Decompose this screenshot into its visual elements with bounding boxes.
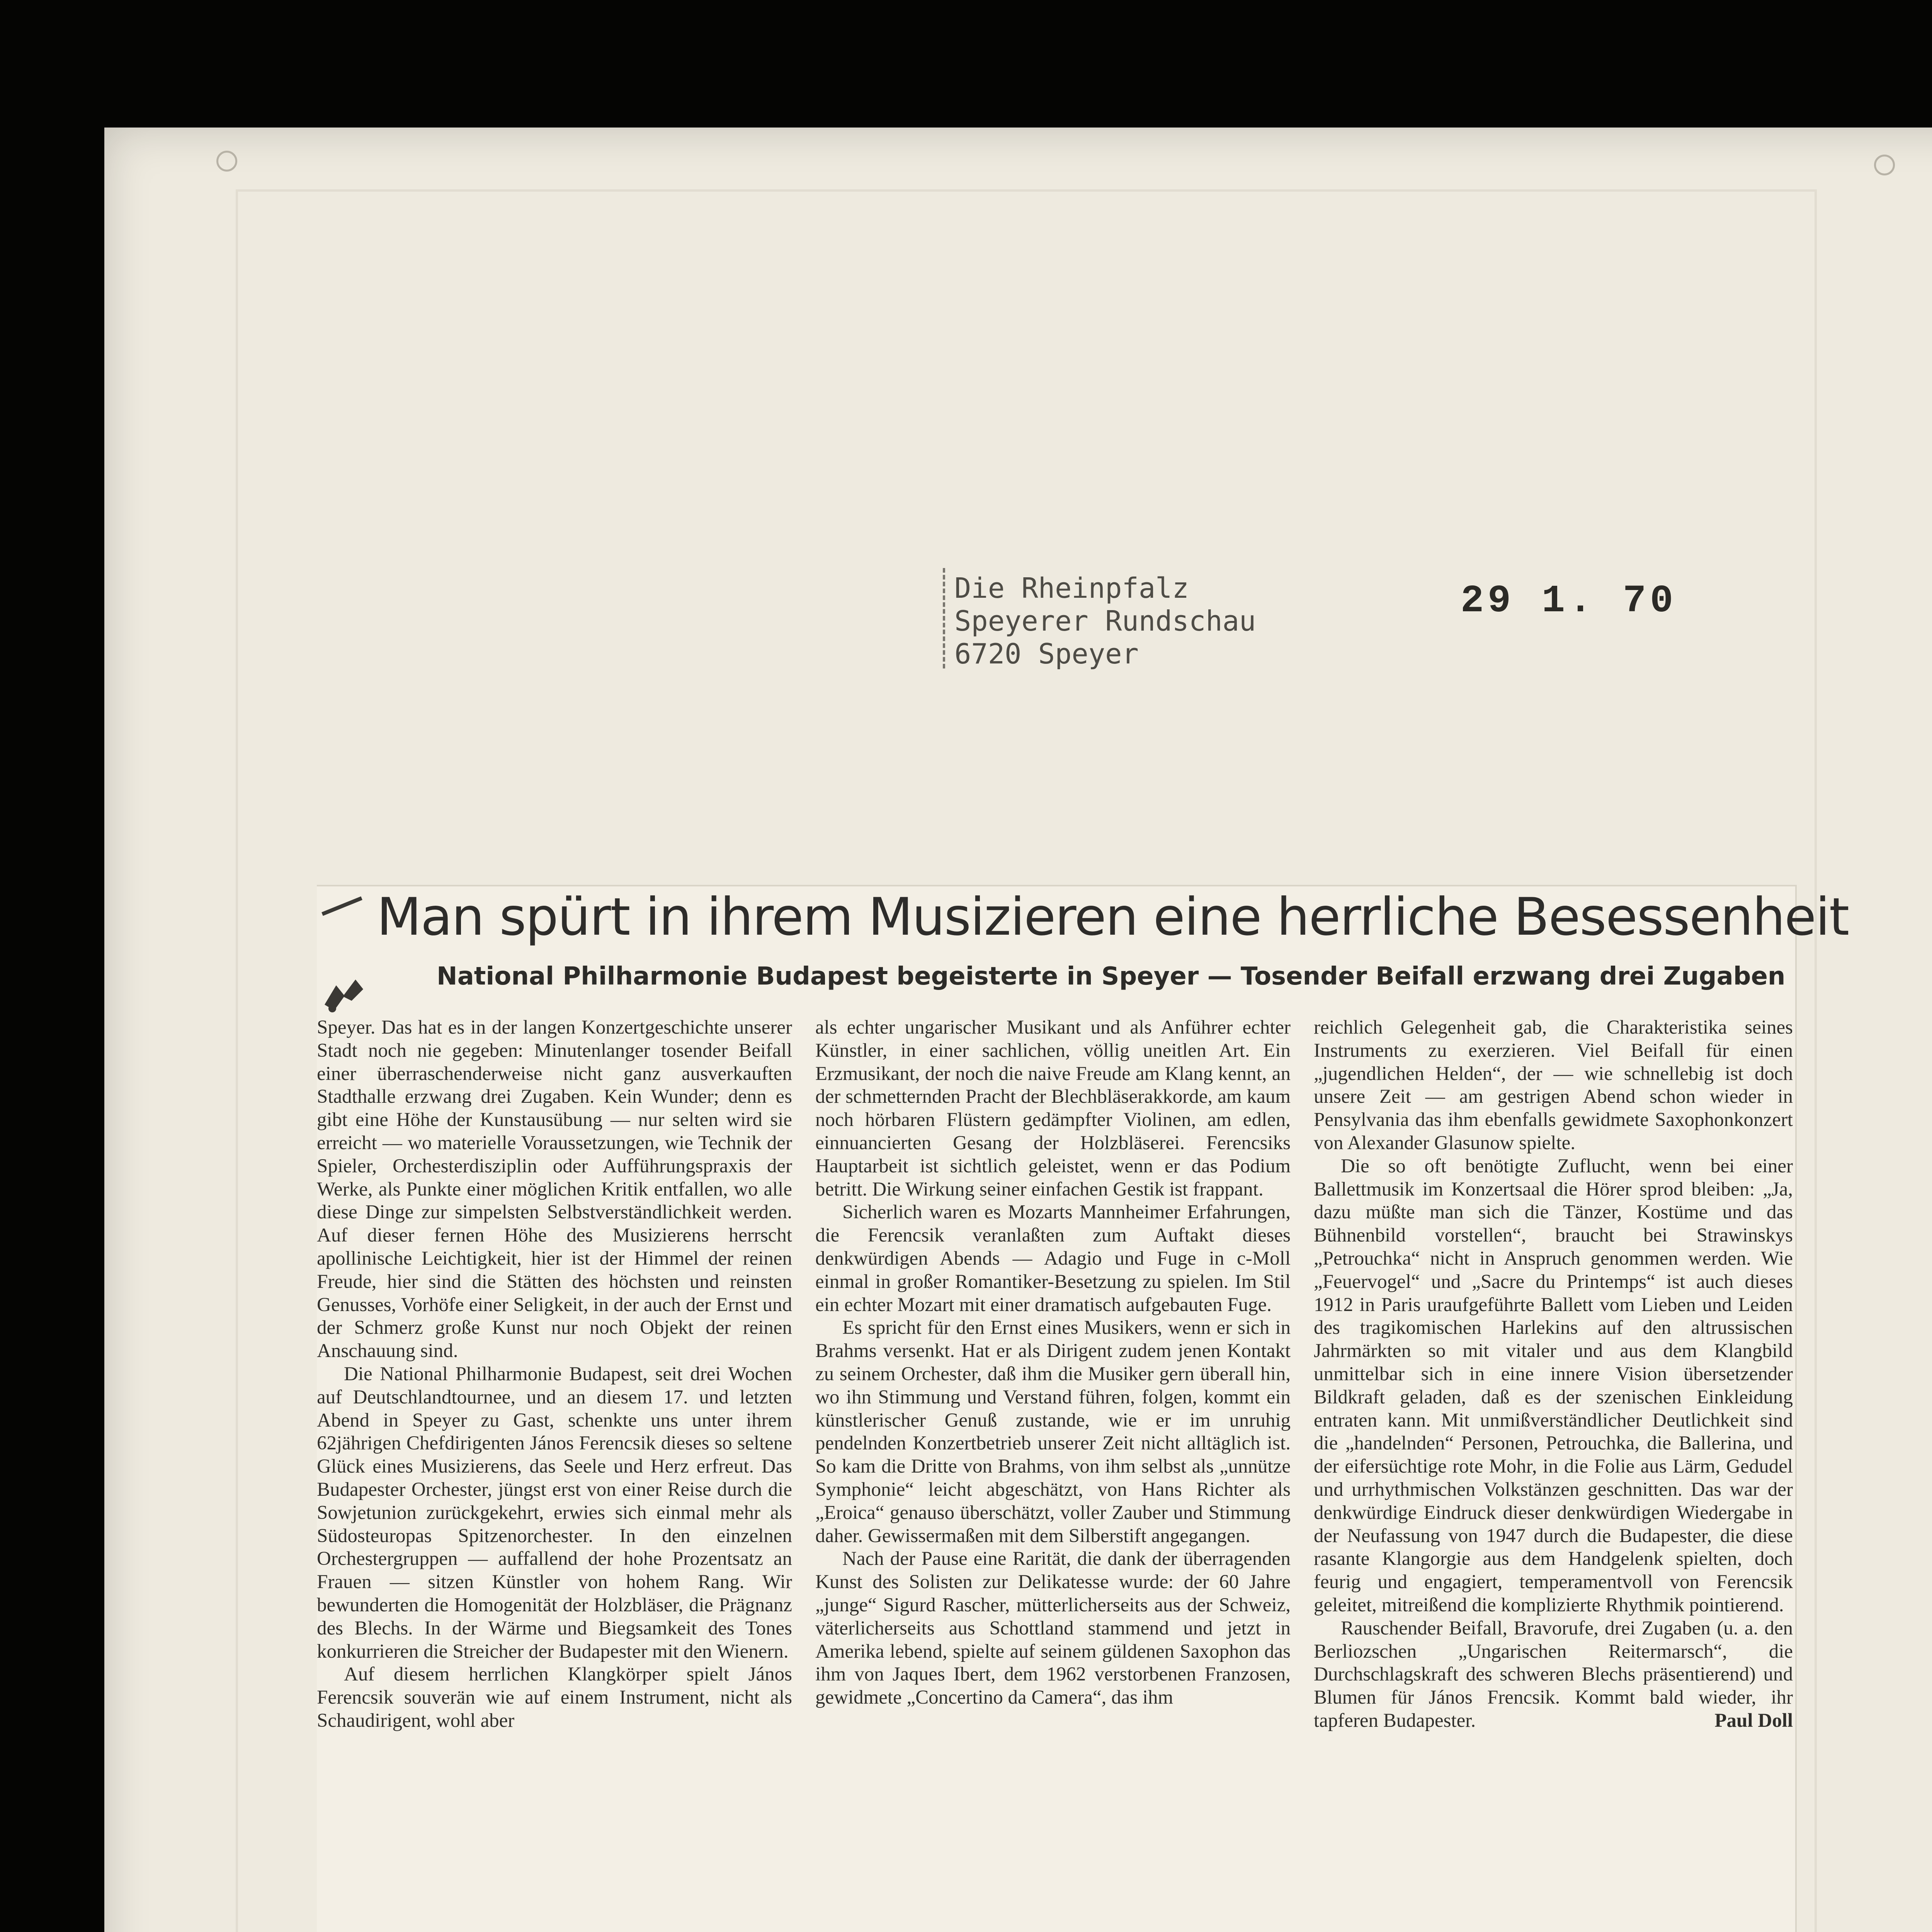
paragraph: Sicherlich waren es Mozarts Mannheimer Erfahrungen, die Ferencsik veranlaßten zum Auftakt dieses denkwürdigen Abends — Adagio und Fuge in c-Moll einmal in großer Romantiker-Besetzung zu spielen. Im Stil ein echter Mozart mit einer dramatisch aufgebauten Fuge. — [815, 1201, 1291, 1316]
stamp-newspaper: Die Rheinpfalz — [954, 572, 1189, 604]
paragraph: Nach der Pause eine Rarität, die dank der überragenden Kunst des Solisten zur Delikatesse wurde: der 60 Jahre „junge“ Sigurd Rascher, mütterlicherseits aus der Schweiz, väterlicherseits aus Schottland stammend und jetzt in Amerika lebend, spielte auf seinem güldenen Saxophon das ihm von Jaques Ibert, dem 1962 verstorbenen Franzosen, gewidmete „Concertino da Camera“, das ihm — [815, 1548, 1291, 1709]
stamp-address: 6720 Speyer — [954, 638, 1139, 670]
paragraph: Es spricht für den Ernst eines Musikers, wenn er sich in Brahms versenkt. Hat er als Dirigent zudem jenen Kontakt zu seinem Orchester, daß ihm die Musiker gern überall hin, wo ihn Stimmung und Verstand führen, folgen, kommt ein künstlerischer Genuß zustande, wie er im unruhig pendelnden Konzertbetrieb unserer Zeit nicht alltäglich ist. So kam die Dritte von Brahms, von ihm selbst als „unnütze Symphonie“ leicht abgeschätzt, von Hans Richter als „Eroica“ genauso überschätzt, voller Zauber und Stimmung daher. Gewissermaßen mit dem Silberstift angegangen. — [815, 1317, 1291, 1547]
paragraph: als echter ungarischer Musikant und als Anführer echter Künstler, in einer sachlichen, völlig uneitlen Art. Ein Erzmusikant, der noch die naive Freude am Klang kennt, an der schmetternden Pracht der Blechbläserakkorde, am kaum noch hörbaren Flüstern gedämpfter Violinen, am edlen, einnuancierten Gesang der Holzbläserei. Ferencsiks Hauptarbeit ist sichtlich geleistet, wenn er das Podium betritt. Die Wirkung seiner einfachen Gestik ist frappant. — [815, 1017, 1291, 1200]
paragraph: Die National Philharmonie Budapest, seit drei Wochen auf Deutschlandtournee, und an diesem 17. und letzten Abend in Speyer zu Gast, schenkte uns unter ihrem 62jährigen Chefdirigenten János Ferencsik dieses so seltene Glück eines Musizierens, das Seele und Herz erfreut. Das Budapester Orchester, jüngst erst von einer Reise durch die Sowjetunion zurückgekehrt, erwies sich einmal mehr als Südosteuropas Spitzenorchester. In den einzelnen Orchestergruppen — auffallend der hohe Prozentsatz an Frauen — sitzen Künstler von hohem Rang. Wir bewunderten die Homogenität der Holzbläser, die Prägnanz des Blechs. In der Wärme und Biegsamkeit des Tones konkurrieren die Streicher der Budapester mit den Wienern. — [317, 1363, 792, 1662]
article-subhead: National Philharmonie Budapest begeisterte in Speyer — Tosender Beifall erzwang drei Zugaben — [437, 962, 1786, 991]
article-column-2 — [815, 1016, 1291, 1932]
paragraph — [1314, 1617, 1793, 1733]
paragraph: Die so oft benötigte Zuflucht, wenn bei einer Ballettmusik im Konzertsaal die Hörer sprod bleiben: „Ja, dazu müßte man sich die Tänzer, Kostüme und das Bühnenbild vorstellen“, braucht bei Strawinskys „Petrouchka“ nicht in Anspruch genommen werden. Wie „Feuervogel“ und „Sacre du Printemps“ ist auch dieses 1912 in Paris uraufgeführte Ballett vom Lieben und Leiden des tragikomischen Harlekins auf den altrussischen Jahrmärkten so mit vitaler und aus dem Klangbild unmittelbar sich in eine innere Vision übersetzender Bildkraft geladen, daß es der szenischen Einkleidung entraten kann. Mit unmißverständlicher Deutlichkeit sind die „handelnden“ Personen, Petrouchka, die Ballerina, und der eifersüchtige rote Mohr, in die Folie aus Lärm, Gedudel und urrhythmischen Volkstänzen geschnitten. Das war der denkwürdige Eindruck dieser denkwürdigen Wiedergabe in der Neufassung von 1947 durch die Budapester, die diese rasante Klangorgie aus dem Handgelenk spielten, doch feurig und engagiert, temperamentvoll von Ferencsik geleitet, mitreißend die komplizierte Rhythmik pointierend. — [1314, 1155, 1793, 1616]
newspaper-emblem-icon — [321, 974, 367, 1016]
stamp-date: 29 1. 70 — [1461, 580, 1677, 623]
punch-hole-top-right — [1874, 155, 1895, 175]
punch-hole-top-left — [216, 151, 237, 172]
stamp-section: Speyerer Rundschau — [954, 605, 1256, 637]
article-author: Paul Doll — [1714, 1709, 1793, 1731]
paragraph: Speyer. Das hat es in der langen Konzertgeschichte unserer Stadt noch nie gegeben: Minutenlanger tosender Beifall einer überraschenderweise nicht ganz ausverkauften Stadthalle erzwang drei Zugaben. Kein Wunder; denn es gibt eine Höhe der Kunstausübung — nur selten wird sie erreicht — wo materielle Voraussetzungen, wie Technik der Spieler, Orchesterdisziplin oder Aufführungspraxis der Werke, als Punkte einer möglichen Kritik entfallen, wo alle diese Dinge zur simpelsten Selbstverständlichkeit werden. Auf dieser fernen Höhe des Musizierens herrscht apollinische Leichtigkeit, hier ist der Himmel der reinen Freude, hier sind die Stätten des höchsten und reinsten Genusses, Vorhöfe einer Seligkeit, in der auch der Ernst und der Schmerz große Kunst nur noch Objekt der reinen Anschauung sind. — [317, 1017, 792, 1362]
article-column-3 — [1314, 1016, 1793, 1932]
stamp-rule — [943, 568, 945, 668]
article-column-1 — [317, 1016, 792, 1932]
paragraph: Auf diesem herrlichen Klangkörper spielt János Ferencsik souverän wie auf einem Instrument, nicht als Schaudirigent, wohl aber — [317, 1663, 792, 1731]
article-headline: Man spürt in ihrem Musizieren eine herrliche Besessenheit — [377, 887, 1849, 947]
paragraph: reichlich Gelegenheit gab, die Charakteristika seines Instruments zu exerzieren. Viel Beifall für einen „jugendlichen Helden“, der — wie schnellebig ist doch unsere Zeit — am gestrigen Abend schon wieder in Pensylvania das ihm ebenfalls gewidmete Saxophonkonzert von Alexander Glasunow spielte. — [1314, 1017, 1793, 1154]
paragraph-text: Rauschender Beifall, Bravorufe, drei Zugaben (u. a. den Berliozschen „Ungarischen Reitermarsch“, die Durchschlagskraft des schweren Blechs präsentierend) und Blumen für János Frencsik. Kommt bald wieder, ihr tapferen Budapester. — [1314, 1617, 1793, 1731]
